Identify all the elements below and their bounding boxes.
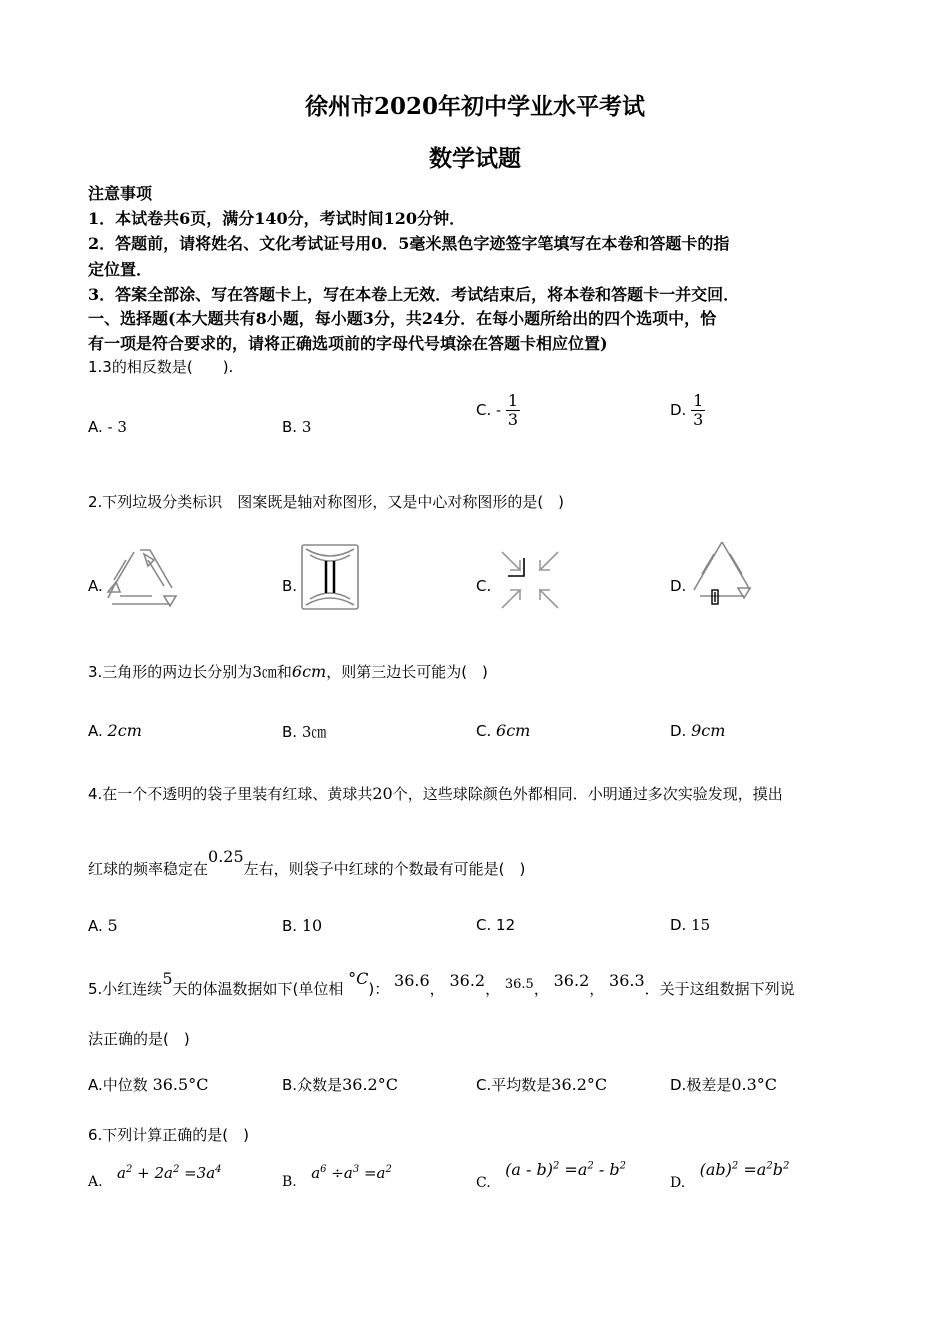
q3-stem-value-2: 6cm <box>291 662 327 681</box>
q3-stem <box>88 661 488 682</box>
q4-stem1-number: 20 <box>372 784 393 803</box>
q3-b-value: 3㎝ <box>301 723 327 741</box>
q4-stem1-post: 个，这些球除颜色外都相同．小明通过多次实验发现，摸出 <box>392 785 783 803</box>
q5-value-3: 36.5 <box>504 977 534 992</box>
q4-b-label: B. <box>282 917 298 935</box>
q5-c-label: C. <box>476 1076 492 1094</box>
q4-stem2-number: 0.25 <box>208 847 244 866</box>
q3-option-c <box>476 721 530 740</box>
q5-b-text: 众数是 <box>297 1076 343 1094</box>
q5-a-label: A. <box>88 1076 103 1094</box>
recycle-triangle-icon-d <box>690 538 754 612</box>
q5-stem1-pre: 5.小红连续 <box>88 980 163 998</box>
q5-sep-2: ， <box>485 980 501 998</box>
q3-d-label: D. <box>670 722 687 740</box>
q3-option-a <box>88 721 142 740</box>
q1-d-numerator: 1 <box>693 391 704 410</box>
q2-b-label: B. <box>282 577 298 595</box>
q6-stem: 6.下列计算正确的是( ) <box>88 1126 250 1144</box>
q2-stem: 2.下列垃圾分类标识 图案既是轴对称图形，又是中心对称图形的是( ) <box>88 493 565 511</box>
q1-c-fraction <box>506 392 520 429</box>
q3-option-d <box>670 721 725 740</box>
q4-stem2-post: 左右，则袋子中红球的个数最有可能是( ) <box>243 860 526 878</box>
q4-b-value: 10 <box>301 916 323 935</box>
q5-value-1: 36.6 <box>394 971 430 990</box>
q1-option-d <box>670 392 705 429</box>
q5-stem1-post: ．关于这组数据下列说 <box>644 980 795 998</box>
q6-option-c <box>476 1160 626 1191</box>
q1-a-value: - 3 <box>107 418 127 436</box>
q4-stem2-pre: 红球的频率稳定在 <box>88 860 209 878</box>
q5-a-text: 中位数 <box>102 1076 148 1094</box>
q3-stem-mid: 和 <box>276 663 292 681</box>
q1-option-c <box>476 392 520 429</box>
recycle-hourglass-icon-b <box>298 541 362 613</box>
q1-c-sign: - <box>496 401 502 419</box>
exam-title: 徐州市2020年初中学业水平考试 <box>304 93 645 120</box>
q4-a-value: 5 <box>107 916 118 935</box>
q3-stem-value-1: 3㎝ <box>252 663 277 681</box>
q5-value-2: 36.2 <box>449 971 486 990</box>
section-1-heading-a: 一、选择题(本大题共有8小题，每小题3分，共24分．在每小题所给出的四个选项中，恰 <box>88 309 717 328</box>
q5-value-4: 36.2 <box>553 971 590 990</box>
q2-a-label: A. <box>88 577 103 595</box>
q1-option-a <box>88 418 127 436</box>
q6-a-formula: $a^2 + 2a^2 =3a^4$ <box>117 1164 222 1182</box>
q4-option-b <box>282 916 322 935</box>
q5-stem1-days: 5 <box>162 969 173 988</box>
q6-c-formula: $(a - b)^2 =a^2 - b^2$ <box>505 1160 626 1179</box>
q5-option-c <box>476 1074 607 1095</box>
q4-stem1-pre: 4.在一个不透明的袋子里装有红球、黄球共 <box>88 785 373 803</box>
q5-d-value: 0.3°C <box>731 1075 778 1094</box>
q6-d-formula: $(ab)^2 =a^2b^2$ <box>699 1160 790 1179</box>
q5-stem-line-1 <box>88 969 795 999</box>
q6-a-label: A. <box>88 1174 103 1190</box>
q6-option-a <box>88 1164 222 1190</box>
q5-c-text: 平均数是 <box>491 1076 552 1094</box>
compress-arrows-icon-c <box>496 548 564 612</box>
q5-value-5: 36.3 <box>609 971 645 990</box>
q4-stem-line-2 <box>88 847 526 879</box>
q5-sep-3: ， <box>533 980 549 998</box>
exam-subtitle: 数学试题 <box>429 145 521 172</box>
recycle-triangle-icon-a <box>104 546 180 610</box>
q5-c-value: 36.2°C <box>551 1075 608 1094</box>
q5-b-value: 36.2°C <box>342 1075 398 1094</box>
q5-stem1-mid: 天的体温数据如下(单位相 <box>172 980 344 998</box>
q3-b-label: B. <box>282 723 298 741</box>
q1-c-numerator: 1 <box>507 391 519 410</box>
notes-item-2b: 定位置． <box>88 260 153 279</box>
q4-a-label: A. <box>88 917 103 935</box>
q4-option-d <box>670 916 710 934</box>
q5-stem-line-2: 法正确的是( ) <box>88 1030 190 1048</box>
section-1-heading-b: 有一项是符合要求的，请将正确选项前的字母代号填涂在答题卡相应位置) <box>88 334 608 353</box>
q1-d-fraction <box>691 392 705 429</box>
q3-c-value: 6cm <box>496 721 531 740</box>
q3-option-b <box>282 721 326 742</box>
q4-option-c <box>476 916 515 934</box>
q5-sep-1: ， <box>429 980 445 998</box>
q5-stem1-colon: )： <box>368 980 390 998</box>
q1-d-label: D. <box>670 401 687 419</box>
q6-c-label: C. <box>476 1175 491 1191</box>
notes-item-1: 1．本试卷共6页，满分140分，考试时间120分钟． <box>88 209 466 228</box>
q1-c-label: C. <box>476 401 492 419</box>
q6-d-label: D. <box>670 1175 686 1191</box>
q4-stem-line-1 <box>88 783 783 804</box>
q5-a-value: 36.5°C <box>152 1075 209 1094</box>
q6-b-formula: $a^6 \div a^3 =a^2$ <box>311 1164 392 1182</box>
q1-b-label: B. <box>282 418 298 436</box>
q1-a-label: A. <box>88 418 103 436</box>
q5-d-text: 极差是 <box>686 1076 732 1094</box>
q4-d-label: D. <box>670 916 687 934</box>
q3-stem-post: ，则第三边长可能为( ) <box>326 663 488 681</box>
q5-option-b <box>282 1074 398 1095</box>
q4-option-a <box>88 916 118 935</box>
q3-a-value: 2cm <box>107 721 142 740</box>
notes-item-2a: 2．答题前，请将姓名、文化考试证号用0．5毫米黑色字迹签字笔填写在本卷和答题卡的指 <box>88 234 730 253</box>
q6-b-label: B. <box>282 1174 297 1190</box>
q5-stem1-unit: °C <box>348 969 369 988</box>
q5-d-label: D. <box>670 1076 687 1094</box>
q5-sep-4: ， <box>589 980 605 998</box>
q3-stem-pre: 3.三角形的两边长分别为 <box>88 663 253 681</box>
q2-d-label: D. <box>670 577 687 595</box>
q1-stem: 1.3的相反数是( ). <box>88 358 234 376</box>
q3-d-value: 9cm <box>691 721 726 740</box>
notes-item-3: 3．答案全部涂、写在答题卡上，写在本卷上无效．考试结束后，将本卷和答题卡一并交回． <box>88 285 740 304</box>
q3-c-label: C. <box>476 722 492 740</box>
q1-d-denominator: 3 <box>693 410 704 429</box>
q5-option-a <box>88 1074 208 1095</box>
q4-c-label: C. <box>476 916 492 934</box>
q4-d-value: 15 <box>691 916 711 934</box>
q3-a-label: A. <box>88 722 103 740</box>
q2-c-label: C. <box>476 577 492 595</box>
q5-option-d <box>670 1074 777 1095</box>
q1-b-value: 3 <box>301 418 312 436</box>
q1-c-denominator: 3 <box>507 410 519 429</box>
q6-option-b <box>282 1164 392 1190</box>
q5-b-label: B. <box>282 1076 298 1094</box>
q6-option-d <box>670 1160 790 1191</box>
notes-heading: 注意事项 <box>88 184 153 203</box>
q4-c-value: 12 <box>496 916 516 934</box>
q1-option-b <box>282 418 311 436</box>
